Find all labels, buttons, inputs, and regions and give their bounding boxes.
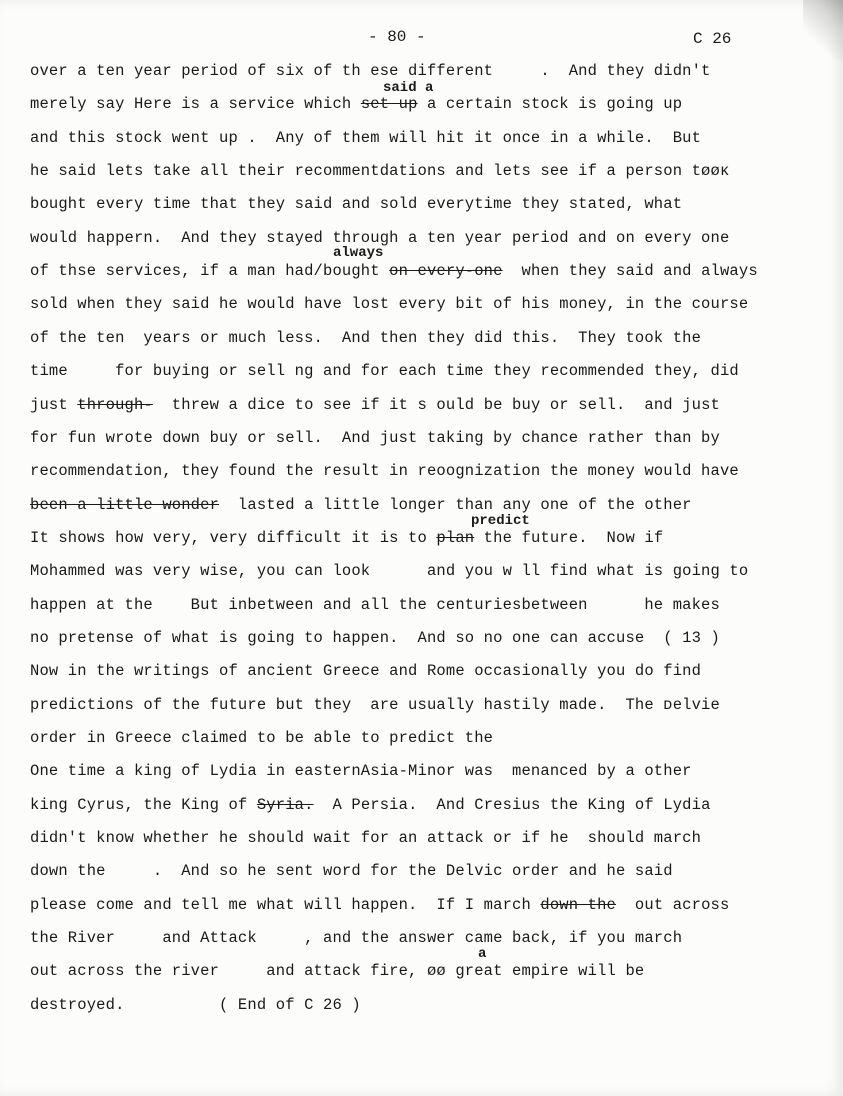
text-segment: of the ten years or much less. And then they did this. They took the <box>30 328 702 347</box>
text-segment: Mohammed was very wise, you can look and you w ll find what is going to <box>30 562 749 581</box>
text-line <box>30 95 682 113</box>
text-line <box>30 262 758 280</box>
text-segment: would happern. And they stayed through a ten year period and on every one <box>30 228 730 247</box>
text-line <box>30 962 644 980</box>
struck-text: through- <box>77 395 153 414</box>
text-line <box>30 929 682 947</box>
handwritten-insertion-always: always <box>333 245 384 261</box>
text-segment: happen at the But inbetween and all the centuriesbetween he makes <box>30 595 720 614</box>
text-segment: time for buying or sell ng and for each time they recommended they, did <box>30 362 739 381</box>
text-line <box>30 829 701 847</box>
text-segment: a certain stock is going up <box>417 95 683 114</box>
text-segment: Now in the writings of ancient Greece and Rome occasionally you do find <box>30 662 702 681</box>
text-line <box>30 496 692 514</box>
text-line <box>30 862 673 880</box>
text-line <box>30 662 701 680</box>
text-segment: sold when they said he would have lost every bit of his money, in the course <box>30 295 749 314</box>
text-line <box>30 396 720 414</box>
text-segment: the future. Now if <box>474 528 664 547</box>
text-segment: he said lets take all their recommentdations and lets see if a person tøøĸ <box>30 162 730 181</box>
text-segment: over a ten year period of six of th ese different . And they didn't <box>30 62 711 80</box>
text-segment: lasted a little longer than any one of the other <box>219 495 692 514</box>
text-line <box>30 362 739 380</box>
text-segment: and this stock went up . Any of them will hit it once in a while. But <box>30 128 702 147</box>
text-segment: merely say Here is a service which <box>30 95 361 114</box>
document-id: C 26 <box>693 30 732 48</box>
text-segment: It shows how very, very difficult it is to <box>30 528 437 547</box>
struck-text: set up <box>360 95 418 114</box>
text-segment: when they said and always <box>502 262 758 281</box>
text-line <box>30 529 663 547</box>
text-segment: down the . And so he sent word for the Delvic order and he said <box>30 862 673 881</box>
text-segment: bought every time that they said and sold everytime they stated, what <box>30 195 683 214</box>
text-segment: for fun wrote down buy or sell. And just taking by chance rather than by <box>30 428 720 447</box>
text-line <box>30 229 729 247</box>
text-segment: destroyed. ( End of C 26 ) <box>30 995 361 1014</box>
text-line <box>30 329 701 347</box>
text-segment: out across the river and attack fire, øø great empire will be <box>30 962 645 981</box>
page-number: - 80 - <box>368 28 426 46</box>
text-line <box>30 762 692 780</box>
struck-text: down the <box>540 895 617 914</box>
text-line <box>30 696 720 714</box>
text-segment: please come and tell me what will happen. If I march <box>30 895 541 914</box>
handwritten-insertion-predict: predict <box>471 513 530 529</box>
text-line <box>30 729 493 747</box>
text-line <box>30 629 720 647</box>
text-line <box>30 462 739 480</box>
text-line <box>30 62 711 80</box>
text-segment: of thse services, if a man had/bought <box>30 262 390 281</box>
text-line <box>30 129 701 147</box>
text-line <box>30 896 729 914</box>
struck-text: on every-one <box>389 262 503 281</box>
text-segment: threw a dice to see if it s ould be buy or sell. and just <box>152 395 720 414</box>
struck-text: plan <box>436 528 475 547</box>
text-segment: A Persia. And Cresius the King of Lydia <box>313 795 711 814</box>
text-line <box>30 562 748 580</box>
text-segment: king Cyrus, the King of <box>30 795 257 814</box>
text-segment: recommendation, they found the result in reoognization the money would have <box>30 462 739 481</box>
text-line <box>30 162 729 180</box>
struck-text: Syria. <box>256 795 314 814</box>
text-line <box>30 195 682 213</box>
text-segment: One time a king of Lydia in easternAsia-Minor was menanced by a other <box>30 762 692 781</box>
handwritten-insertion-a: a <box>478 946 487 962</box>
text-line <box>30 429 720 447</box>
text-line <box>30 295 748 313</box>
text-line <box>30 796 711 814</box>
text-segment: order in Greece claimed to be able to predict the <box>30 729 494 747</box>
text-segment: didn't know whether he should wait for an attack or if he should march <box>30 829 702 848</box>
struck-text: been a little wonder <box>30 495 220 514</box>
text-line <box>30 596 720 614</box>
text-segment: out across <box>616 895 730 914</box>
text-segment: no pretense of what is going to happen. And so no one can accuse ( 13 ) <box>30 628 720 647</box>
text-segment: just <box>30 395 78 414</box>
handwritten-insertion-said-a: said a <box>383 80 434 96</box>
text-line <box>30 996 361 1014</box>
text-segment: the River and Attack , and the answer came back, if you march <box>30 929 683 948</box>
text-segment: predictions of the future but they are usually hastily made. The ᴅelvie <box>30 695 720 714</box>
